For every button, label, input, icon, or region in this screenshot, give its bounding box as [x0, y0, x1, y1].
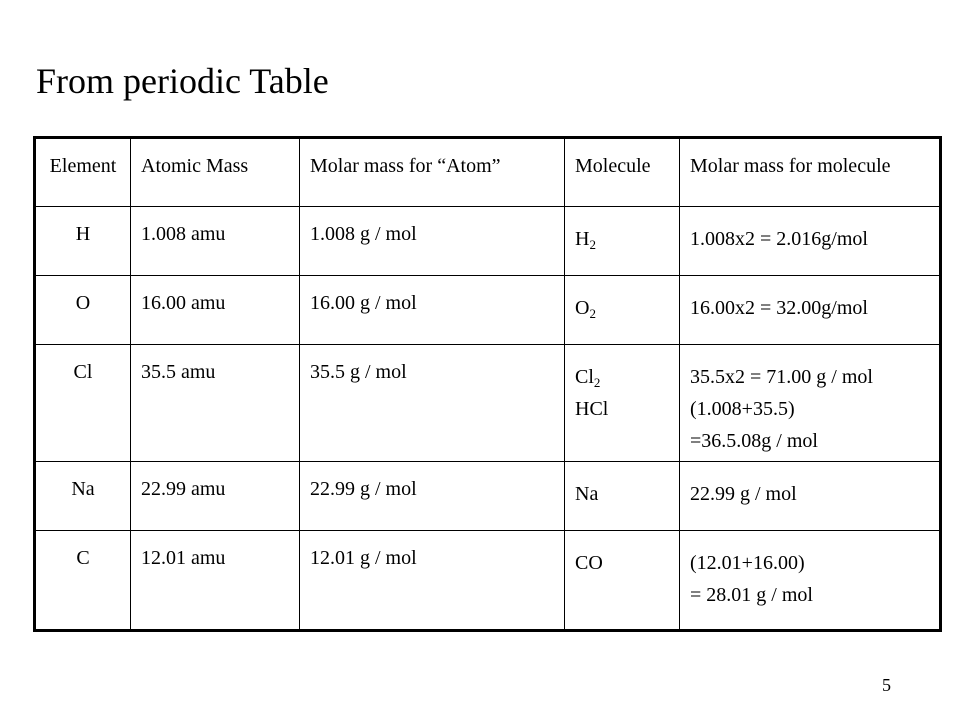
molecule-cell [565, 207, 680, 276]
calculation-line: 22.99 g / mol [690, 483, 797, 505]
molar-mass-table [33, 136, 942, 632]
molar-mass-molecule-cell [680, 276, 941, 345]
element-cell: Cl [35, 345, 131, 462]
formula-subscript: 2 [593, 375, 601, 390]
molar-mass-molecule-cell [680, 345, 941, 462]
calculation-line: =36.5.08g / mol [690, 430, 818, 452]
element-cell: O [35, 276, 131, 345]
element-cell: Na [35, 462, 131, 531]
header-atomic-mass: Atomic Mass [131, 138, 300, 207]
table-row [35, 462, 941, 531]
formula-base: O [575, 297, 590, 319]
molecule-formula [575, 361, 671, 393]
molar-mass-atom-cell: 12.01 g / mol [300, 531, 565, 631]
formula-base: Cl [575, 366, 594, 388]
molecule-cell [565, 276, 680, 345]
page-title: From periodic Table [36, 61, 329, 101]
molecule-formula: CO [575, 552, 603, 574]
atomic-mass-cell: 12.01 amu [131, 531, 300, 631]
formula-base: HCl [575, 398, 609, 420]
molecule-formula [575, 393, 671, 425]
calculation-line: = 28.01 g / mol [690, 584, 813, 606]
atomic-mass-cell: 22.99 amu [131, 462, 300, 531]
molar-mass-molecule-cell [680, 531, 941, 631]
molecule-cell [565, 462, 680, 531]
molecule-cell [565, 345, 680, 462]
calculation-line: 1.008x2 = 2.016g/mol [690, 228, 868, 250]
header-element: Element [35, 138, 131, 207]
molar-mass-atom-cell: 22.99 g / mol [300, 462, 565, 531]
calculation-line: 35.5x2 = 71.00 g / mol [690, 366, 873, 388]
molecule-formula: Na [575, 483, 599, 505]
table-row [35, 345, 941, 462]
atomic-mass-cell: 1.008 amu [131, 207, 300, 276]
element-cell: C [35, 531, 131, 631]
table-row [35, 207, 941, 276]
calculation-line: 16.00x2 = 32.00g/mol [690, 297, 868, 319]
table-header-row [35, 138, 941, 207]
atomic-mass-cell: 35.5 amu [131, 345, 300, 462]
molar-mass-atom-cell: 16.00 g / mol [300, 276, 565, 345]
molecule-formula [575, 223, 671, 255]
molecule-formula [575, 292, 671, 324]
table-row [35, 276, 941, 345]
calculation-line: (1.008+35.5) [690, 398, 795, 420]
page-number: 5 [882, 675, 891, 695]
header-molecule: Molecule [565, 138, 680, 207]
molar-mass-molecule-cell [680, 462, 941, 531]
molecule-cell [565, 531, 680, 631]
formula-subscript: 2 [589, 237, 596, 252]
header-molar-mass-atom: Molar mass for “Atom” [300, 138, 565, 207]
molar-mass-molecule-cell [680, 207, 941, 276]
header-molar-mass-molecule: Molar mass for molecule [680, 138, 941, 207]
table-row [35, 531, 941, 631]
formula-base: H [575, 228, 590, 250]
molar-mass-atom-cell: 1.008 g / mol [300, 207, 565, 276]
formula-subscript: 2 [589, 306, 596, 321]
atomic-mass-cell: 16.00 amu [131, 276, 300, 345]
element-cell: H [35, 207, 131, 276]
calculation-line: (12.01+16.00) [690, 552, 805, 574]
molar-mass-atom-cell: 35.5 g / mol [300, 345, 565, 462]
